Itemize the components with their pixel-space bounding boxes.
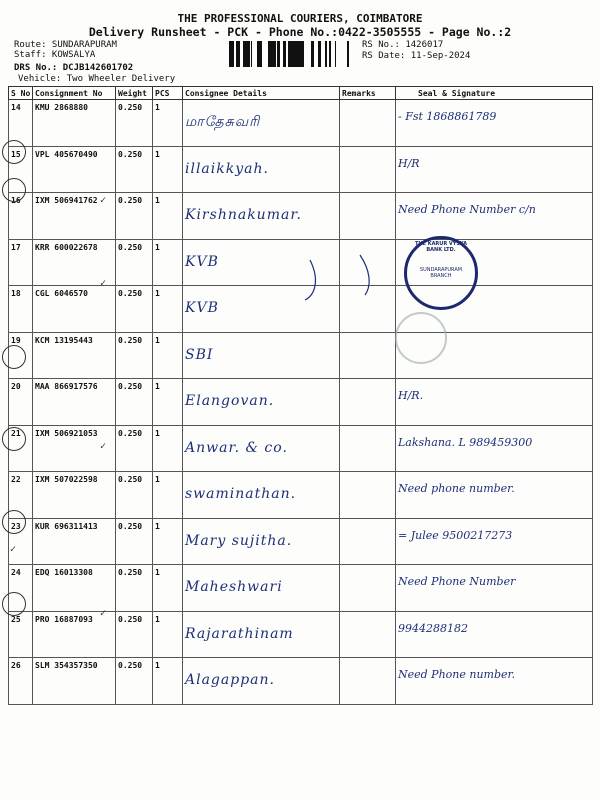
tick-mark: ✓: [100, 608, 107, 619]
table-row: [9, 425, 593, 472]
cell-pcs: 1: [153, 146, 183, 193]
cell-sno: 15: [9, 146, 33, 193]
cell-weight: 0.250: [116, 239, 153, 286]
table-row: [9, 332, 593, 379]
barcode-bar: [239, 41, 240, 67]
cell-remarks: [340, 425, 396, 472]
cell-weight: 0.250: [116, 472, 153, 519]
barcode-bar: [302, 41, 304, 67]
circle-mark: [2, 427, 26, 451]
barcode-bar: [251, 41, 252, 67]
cell-weight: 0.250: [116, 658, 153, 705]
cell-consignment-no: IXM 506941762: [33, 193, 116, 240]
cell-seal-signature: Need phone number.: [396, 472, 593, 519]
cell-consignment-no: MAA 866917576: [33, 379, 116, 426]
circle-mark: [2, 510, 26, 534]
barcode-bar: [311, 41, 314, 67]
table-row: [9, 193, 593, 240]
cell-seal-signature: 9944288182: [396, 611, 593, 658]
cell-pcs: 1: [153, 472, 183, 519]
drs-number: DRS No.: DCJB142601702: [14, 63, 134, 73]
cell-weight: 0.250: [116, 379, 153, 426]
circle-mark: [2, 140, 26, 164]
circle-mark: [2, 592, 26, 616]
col-header-consignment: Consignment No: [33, 87, 116, 100]
barcode-image: [229, 41, 351, 67]
rs-date: RS Date: 11-Sep-2024: [362, 51, 471, 61]
table-row: [9, 146, 593, 193]
circle-mark: [2, 345, 26, 369]
cell-consignment-no: KRR 600022678: [33, 239, 116, 286]
cell-consignment-no: PRO 16887093: [33, 611, 116, 658]
cell-remarks: [340, 611, 396, 658]
barcode-bar: [270, 41, 273, 67]
table-header-row: [9, 87, 593, 100]
cell-consignee: swaminathan.: [183, 472, 340, 519]
cell-weight: 0.250: [116, 518, 153, 565]
table-row: [9, 611, 593, 658]
barcode-bar: [318, 41, 321, 67]
barcode-bar: [268, 41, 270, 67]
cell-pcs: 1: [153, 379, 183, 426]
tick-mark: ✓: [100, 278, 107, 289]
cell-pcs: 1: [153, 425, 183, 472]
cell-sno: 24: [9, 565, 33, 612]
cell-remarks: [340, 472, 396, 519]
cell-consignee: illaikkyah.: [183, 146, 340, 193]
cell-sno: 16: [9, 193, 33, 240]
cell-consignment-no: VPL 405670490: [33, 146, 116, 193]
circle-mark: [2, 178, 26, 202]
cell-seal-signature: = Julee 9500217273: [396, 518, 593, 565]
vehicle-label: Vehicle: Two Wheeler Delivery: [18, 74, 176, 84]
cell-sno: 23: [9, 518, 33, 565]
barcode-bar: [296, 41, 297, 67]
barcode-bar: [277, 41, 280, 67]
barcode-bar: [329, 41, 330, 67]
barcode-bar: [231, 41, 233, 67]
cell-weight: 0.250: [116, 425, 153, 472]
cell-pcs: 1: [153, 239, 183, 286]
rs-number: RS No.: 1426017: [362, 40, 444, 50]
tick-mark: ✓: [100, 441, 107, 452]
cell-remarks: [340, 146, 396, 193]
cell-consignment-no: KCM 13195443: [33, 332, 116, 379]
cell-consignment-no: EDQ 16013308: [33, 565, 116, 612]
cell-weight: 0.250: [116, 286, 153, 333]
route-label: Route: SUNDARAPURAM: [14, 40, 117, 50]
cell-sno: 19: [9, 332, 33, 379]
barcode-bar: [290, 41, 293, 67]
barcode-bar: [257, 41, 259, 67]
cell-consignee: Alagappan.: [183, 658, 340, 705]
barcode-bar: [347, 41, 349, 67]
cell-weight: 0.250: [116, 611, 153, 658]
cell-consignee: KVB: [183, 239, 340, 286]
tick-mark: ✓: [10, 544, 17, 555]
cell-weight: 0.250: [116, 565, 153, 612]
barcode-bar: [335, 41, 336, 67]
cell-pcs: 1: [153, 565, 183, 612]
cell-pcs: 1: [153, 100, 183, 147]
cell-consignee: Mary sujitha.: [183, 518, 340, 565]
barcode-bar: [245, 41, 248, 67]
cell-remarks: [340, 518, 396, 565]
cell-sno: 14: [9, 100, 33, 147]
cell-remarks: [340, 658, 396, 705]
cell-seal-signature: H/R: [396, 146, 593, 193]
barcode-bar: [236, 41, 239, 67]
cell-consignee: Anwar. & co.: [183, 425, 340, 472]
cell-consignment-no: CGL 6046570: [33, 286, 116, 333]
col-header-weight: Weight: [116, 87, 153, 100]
cell-seal-signature: Lakshana. L 989459300: [396, 425, 593, 472]
cell-consignee: Maheshwari: [183, 565, 340, 612]
cell-pcs: 1: [153, 193, 183, 240]
signature-squiggle: [300, 250, 380, 310]
barcode-bar: [260, 41, 262, 67]
barcode-bar: [273, 41, 276, 67]
cell-consignment-no: KUR 696311413: [33, 518, 116, 565]
cell-consignee: Rajarathinam: [183, 611, 340, 658]
cell-remarks: [340, 565, 396, 612]
cell-remarks: [340, 193, 396, 240]
cell-seal-signature: Need Phone Number: [396, 565, 593, 612]
cell-remarks: [340, 332, 396, 379]
cell-pcs: 1: [153, 332, 183, 379]
cell-seal-signature: - Fst 1868861789: [396, 100, 593, 147]
cell-consignee: SBI: [183, 332, 340, 379]
tick-mark: ✓: [100, 195, 107, 206]
cell-seal-signature: Need Phone number.: [396, 658, 593, 705]
runsheet-table: [8, 86, 593, 705]
cell-sno: 17: [9, 239, 33, 286]
cell-pcs: 1: [153, 611, 183, 658]
cell-consignee: KVB: [183, 286, 340, 333]
cell-pcs: 1: [153, 286, 183, 333]
cell-seal-signature: H/R.: [396, 379, 593, 426]
cell-consignment-no: KMU 2868880: [33, 100, 116, 147]
table-row: [9, 565, 593, 612]
col-header-seal: Seal & Signature: [396, 87, 593, 100]
stamp-center-text: SUNDARAPURAM BRANCH: [419, 267, 463, 279]
cell-consignment-no: IXM 507022598: [33, 472, 116, 519]
col-header-consignee: Consignee Details: [183, 87, 340, 100]
cell-sno: 26: [9, 658, 33, 705]
cell-pcs: 1: [153, 518, 183, 565]
col-header-sno: S No: [9, 87, 33, 100]
barcode-bar: [297, 41, 300, 67]
cell-sno: 20: [9, 379, 33, 426]
barcode-bar: [300, 41, 302, 67]
cell-seal-signature: Need Phone Number c/n: [396, 193, 593, 240]
staff-label: Staff: KOWSALYA: [14, 50, 96, 60]
barcode-bar: [283, 41, 286, 67]
cell-consignee: மாதேசுவரி: [183, 100, 340, 147]
barcode-bar: [233, 41, 234, 67]
barcode-bar: [248, 41, 250, 67]
cell-weight: 0.250: [116, 146, 153, 193]
col-header-pcs: PCS: [153, 87, 183, 100]
table-row: [9, 472, 593, 519]
table-row: [9, 518, 593, 565]
table-row: [9, 100, 593, 147]
cell-weight: 0.250: [116, 100, 153, 147]
cell-sno: 21: [9, 425, 33, 472]
cell-consignee: Kirshnakumar.: [183, 193, 340, 240]
cell-consignment-no: IXM 506921053: [33, 425, 116, 472]
cell-remarks: [340, 379, 396, 426]
cell-weight: 0.250: [116, 332, 153, 379]
cell-pcs: 1: [153, 658, 183, 705]
barcode-bar: [259, 41, 260, 67]
barcode-bar: [243, 41, 245, 67]
cell-sno: 18: [9, 286, 33, 333]
cell-consignee: Elangovan.: [183, 379, 340, 426]
cell-consignment-no: SLM 354357350: [33, 658, 116, 705]
barcode-bar: [288, 41, 290, 67]
stamp-ring-text: THE KARUR VYSYA BANK LTD.: [414, 241, 468, 253]
cell-sno: 22: [9, 472, 33, 519]
table-row: [9, 658, 593, 705]
bank-seal-stamp: [404, 236, 478, 310]
cell-weight: 0.250: [116, 193, 153, 240]
col-header-remarks: Remarks: [340, 87, 396, 100]
barcode-bar: [293, 41, 296, 67]
faint-seal-stamp: [395, 312, 447, 364]
runsheet-subtitle: Delivery Runsheet - PCK - Phone No.:0422-3505555 - Page No.:2: [88, 25, 512, 39]
table-row: [9, 379, 593, 426]
barcode-bar: [330, 41, 331, 67]
company-title: THE PROFESSIONAL COURIERS, COIMBATORE: [177, 12, 423, 25]
cell-sno: 25: [9, 611, 33, 658]
cell-remarks: [340, 100, 396, 147]
barcode-bar: [325, 41, 327, 67]
barcode-bar: [229, 41, 231, 67]
